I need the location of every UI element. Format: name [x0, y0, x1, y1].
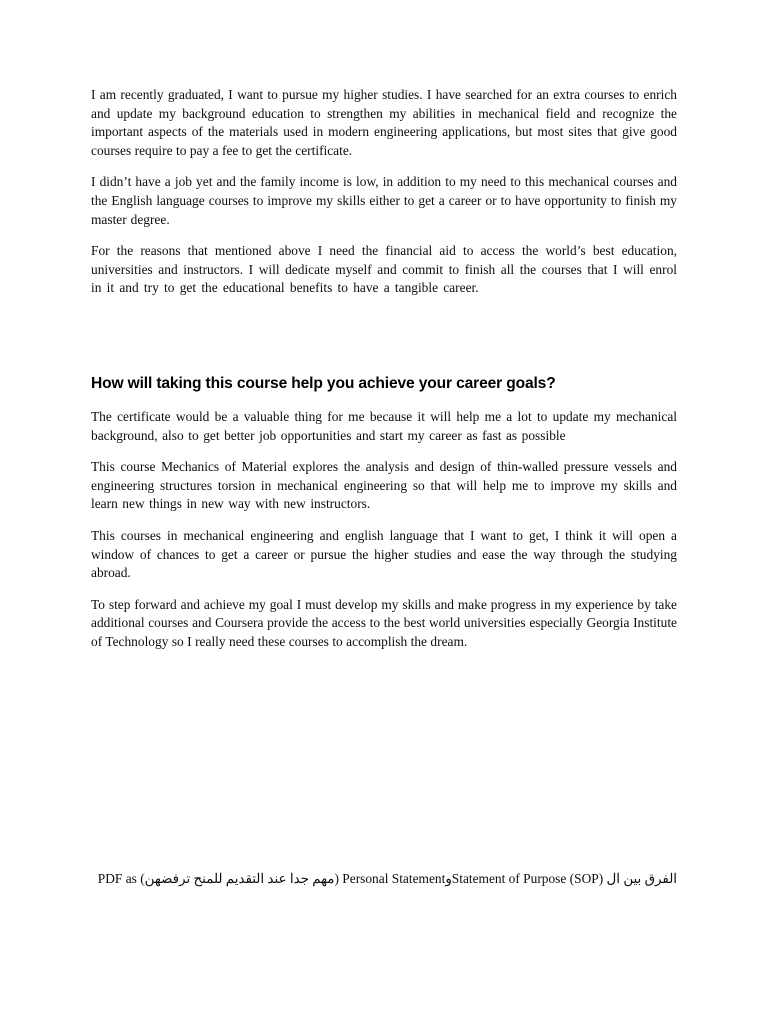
document-body	[91, 86, 677, 889]
footer-arabic-lead: الفرق بين ال	[606, 871, 677, 887]
page-title: How will taking this course help you achieve your career goals?	[91, 374, 556, 392]
footer-arabic-conjunction: و	[445, 871, 452, 887]
footer-term-sop: Statement of Purpose (SOP)	[451, 871, 604, 887]
paragraph-certificate-value: The certificate would be a valuable thing for me because it will help me a lot to update my mechanical background, also to get better job opportunities and start my career as fast as possible	[91, 408, 677, 443]
section-spacer	[91, 311, 677, 374]
footer-trailing-word: as	[125, 871, 137, 887]
footer-second-line: PDF	[97, 871, 123, 887]
paragraph-career-chances: This courses in mechanical engineering and english language that I want to get, I think it will open a window of chances to get a career or pursue the higher studies and ease the way through the studying abroad.	[91, 527, 677, 581]
footer-arabic-parenthetical: (مهم جدا عند التقديم للمنح ترفضهن)	[140, 871, 339, 887]
paragraph-course-description: This course Mechanics of Material explores the analysis and design of thin-walled pressure vessels and engineering structures torsion in mechanical engineering so that will help me to improve my skills and learn new things in new way with new instructors.	[91, 459, 677, 512]
paragraph-goal-progress: To step forward and achieve my goal I must develop my skills and make progress in my experience by take additional courses and Coursera provide the access to the best world universities especially Georgia Institute of Technology so I really need these courses to accomplish the dream.	[91, 596, 677, 649]
paragraph-intro: I am recently graduated, I want to pursue my higher studies. I have searched for an extra courses to enrich and update my background education to strengthen my abilities in mechanical field and recognize the important aspects of the materials used in modern engineering applications, but most sites that give good courses require to pay a fee to get the certificate.	[91, 87, 677, 158]
paragraph-financial-aid-request: For the reasons that mentioned above I need the financial aid to access the world’s best education, universities and instructors. I will dedicate myself and commit to finish all the courses that I will enrol in it and try to get the educational benefits to have a tangible career.	[91, 243, 677, 296]
paragraph-financial-need: I didn’t have a job yet and the family income is low, in addition to my need to this mechanical courses and the English language courses to improve my skills either to get a career or to have opportunity to finish my master degree.	[91, 174, 677, 227]
footer-spacer	[91, 664, 677, 870]
footer-bilingual-note	[91, 870, 677, 889]
footer-term-personal-statement: Personal Statement	[342, 871, 446, 887]
